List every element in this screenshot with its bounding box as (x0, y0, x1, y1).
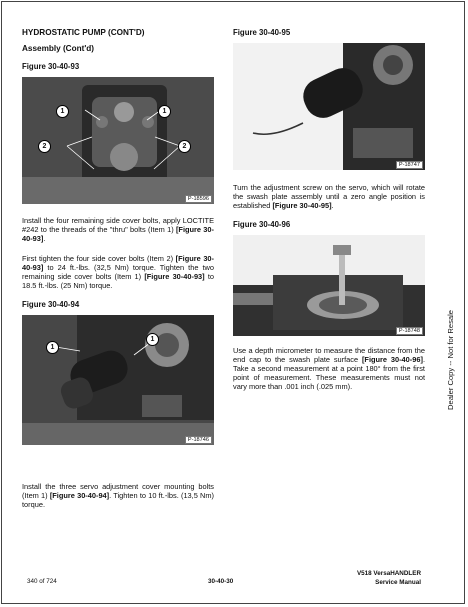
figure-caption-94: Figure 30-40-94 (22, 300, 80, 309)
callout-1-right-94: 1 (146, 333, 159, 346)
paragraph-tighten-bolts (22, 254, 214, 290)
photo-id-96: P-18748 (396, 327, 423, 335)
callout-2-left: 2 (38, 140, 51, 153)
pump-photo-94-illustration (22, 315, 214, 445)
para1-figure-ref: [Figure 30-40-93] (22, 225, 214, 244)
para3-end: . Tighten to 10 ft.-lbs. (13,5 Nm) torque. (22, 491, 214, 510)
figure-caption-95: Figure 30-40-95 (233, 28, 291, 37)
para2-figure-ref: [Figure 30-40-93] (22, 254, 215, 273)
para2-end: to 18.5 ft.-lbs. (25 Nm) torque. (22, 272, 214, 291)
figure-photo-93 (22, 77, 214, 204)
para5-end: . Take a second measurement at a point 180° from the first point of measurement. These measurements must not vary more than .001 inch (.025 mm). (233, 355, 425, 392)
paragraph-install-side-cover-bolts (22, 216, 214, 243)
para1-end: . (43, 234, 46, 244)
figure-photo-94 (22, 315, 214, 445)
figure-photo-95 (233, 43, 425, 170)
para3-figure-ref: [Figure 30-40-94] (49, 491, 110, 501)
para5-text: Use a depth micrometer to measure the distance from the end cap to the swash plate surface (233, 346, 425, 365)
pump-photo-95-illustration (233, 43, 425, 170)
para4-figure-ref: [Figure 30-40-95] (272, 201, 332, 211)
photo-id-95: P-18747 (396, 161, 423, 169)
photo-id-94: P-18746 (185, 436, 212, 444)
para5-figure-ref: [Figure 30-40-96] (361, 355, 423, 365)
para3-text: Install the three servo adjustment cover mounting bolts (Item 1) (22, 482, 214, 501)
figure-photo-96 (233, 235, 425, 336)
para2-text: First tighten the four side cover bolts (Item 2) (22, 254, 176, 263)
para2-figure-ref-2: [Figure 30-40-93] (144, 272, 205, 282)
callout-1-right: 1 (158, 105, 171, 118)
manual-name: Service Manual (375, 579, 421, 586)
subsection-title: Assembly (Cont'd) (22, 44, 95, 53)
callout-1-left-94: 1 (46, 341, 59, 354)
page-number: 30-40-30 (208, 578, 234, 585)
figure-caption-93: Figure 30-40-93 (22, 62, 80, 71)
paragraph-adjust-servo (233, 183, 425, 210)
para1-text: Install the four remaining side cover bolts, apply LOCTITE #242 to the threads of the "thru" bolts (Item 1) (22, 216, 214, 235)
paragraph-depth-micrometer (233, 346, 425, 391)
paragraph-servo-cover-bolts (22, 482, 214, 509)
callout-2-right: 2 (178, 140, 191, 153)
dealer-copy-watermark: Dealer Copy -- Not for Resale (446, 309, 455, 410)
page-count: 340 of 724 (27, 578, 57, 585)
photo-id-93: P-18596 (185, 195, 212, 203)
pump-photo-96-illustration (233, 235, 425, 336)
figure-caption-96: Figure 30-40-96 (233, 220, 291, 229)
section-title: HYDROSTATIC PUMP (CONT'D) (22, 28, 145, 37)
product-name: V518 VersaHANDLER (356, 570, 421, 577)
para2-text-mid: to 24 ft.-lbs. (32,5 Nm) torque. Tighten the two remaining side cover bolts (Item 1) (22, 263, 214, 282)
para4-text: Turn the adjustment screw on the servo, which will rotate the swash plate assembly until a zero angle position is established (233, 183, 425, 211)
para4-end: . (331, 201, 334, 211)
callout-1-left: 1 (56, 105, 69, 118)
